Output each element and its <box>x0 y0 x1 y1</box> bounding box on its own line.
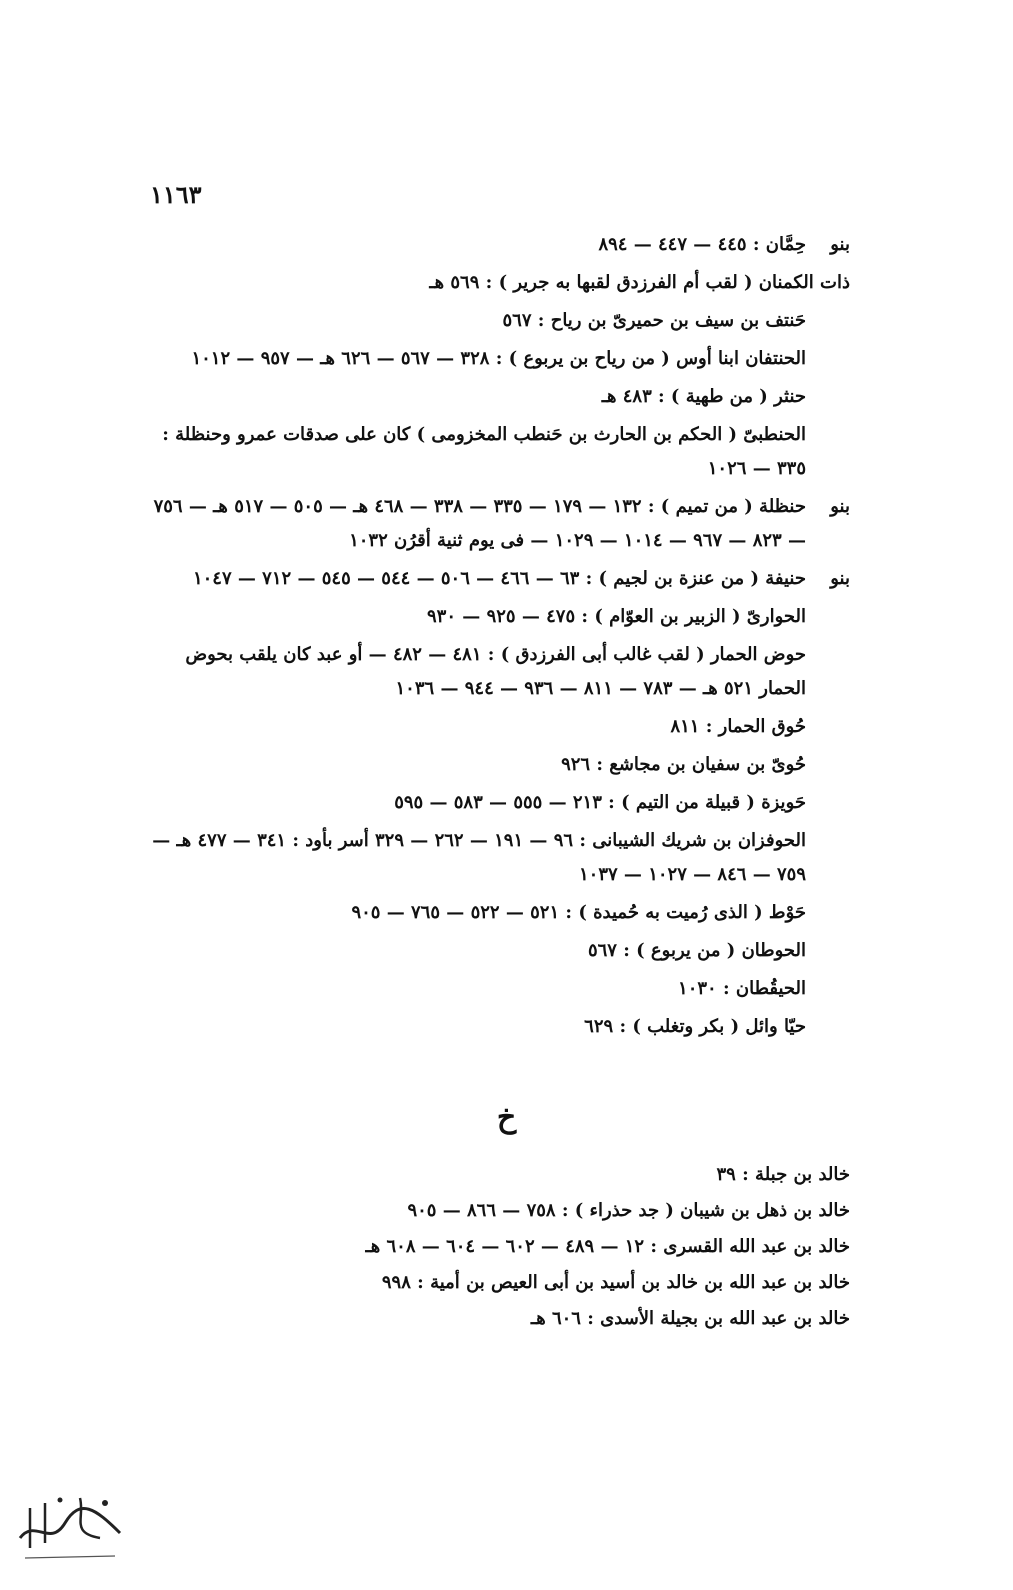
index-entry <box>150 380 850 414</box>
entry-text: حِمَّان : ٤٤٥ — ٤٤٧ — ٨٩٤ <box>598 234 806 255</box>
index-entry <box>150 266 850 300</box>
index-entry <box>150 562 850 596</box>
section-heading: خ <box>496 1100 517 1135</box>
library-seal-logo <box>10 1478 130 1568</box>
index-entry <box>150 824 850 892</box>
entry-prefix: بنو <box>830 234 850 255</box>
index-entry <box>150 1266 850 1300</box>
index-entry <box>150 710 850 744</box>
index-entry <box>150 228 850 262</box>
entry-text: الحنطبىّ ( الحكم بن الحارث بن حَنطب المخزومى ) كان على صدقات عمرو وحنظلة : ٣٣٥ — ١٠٢٦ <box>162 424 806 479</box>
entry-text: حوض الحمار ( لقب غالب أبى الفرزدق ) : ٤٨١ — ٤٨٢ — أو عبد كان يلقب بحوض الحمار ٥٢١ هـ — ٧٨٣ — ٨١١ — ٩٣٦ — ٩٤٤ — ١٠٣٦ <box>185 644 806 699</box>
index-entry <box>150 1230 850 1264</box>
entry-text: حُوىّ بن سفيان بن مجاشع : ٩٢٦ <box>561 754 806 775</box>
index-entry <box>150 934 850 968</box>
index-entries-kha <box>150 1158 850 1338</box>
index-entry <box>150 972 850 1006</box>
index-entry <box>150 1158 850 1192</box>
entry-text: حيّا وائل ( بكر وتغلب ) : ٦٢٩ <box>584 1016 806 1037</box>
entry-text: ذات الكمنان ( لقب أم الفرزدق لقبها به جرير ) : ٥٦٩ هـ <box>429 272 850 293</box>
entry-text: خالد بن عبد الله بن خالد بن أسيد بن أبى العيص بن أمية : ٩٩٨ <box>381 1272 850 1293</box>
entry-text: الحوفزان بن شريك الشيبانى : ٩٦ — ١٩١ — ٢٦٢ — ٣٢٩ أسر بأود : ٣٤١ — ٤٧٧ هـ — ٧٥٩ — ٨٤٦ — ١٠٢٧ — ١٠٣٧ <box>152 830 806 885</box>
entry-text: حَويزة ( قبيلة من التيم ) : ٢١٣ — ٥٥٥ — ٥٨٣ — ٥٩٥ <box>394 792 806 813</box>
index-entries <box>150 228 850 1048</box>
index-entry <box>150 1194 850 1228</box>
entry-text: حنثر ( من طهية ) : ٤٨٣ هـ <box>601 386 806 407</box>
entry-text: خالد بن جبلة : ٣٩ <box>716 1164 850 1185</box>
entry-text: خالد بن ذهل بن شيبان ( جد حذراء ) : ٧٥٨ — ٨٦٦ — ٩٠٥ <box>407 1200 850 1221</box>
entry-text: خالد بن عبد الله القسرى : ١٢ — ٤٨٩ — ٦٠٢ — ٦٠٤ — ٦٠٨ هـ <box>365 1236 850 1257</box>
index-entry <box>150 600 850 634</box>
index-entry <box>150 896 850 930</box>
entry-text: حَوْط ( الذى رُميت به حُميدة ) : ٥٢١ — ٥٢٢ — ٧٦٥ — ٩٠٥ <box>351 902 806 923</box>
index-entry <box>150 1302 850 1336</box>
entry-text: حُوق الحمار : ٨١١ <box>670 716 806 737</box>
page-number: ١١٦٣ <box>150 180 202 209</box>
index-entry <box>150 418 850 486</box>
entry-prefix: بنو <box>830 568 850 589</box>
entry-text: الحوطان ( من يربوع ) : ٥٦٧ <box>587 940 806 961</box>
index-entry <box>150 490 850 558</box>
entry-text: الحنتفان ابنا أوس ( من رياح بن يربوع ) : ٣٢٨ — ٥٦٧ — ٦٢٦ هـ — ٩٥٧ — ١٠١٢ <box>191 348 806 369</box>
entry-text: حنيفة ( من عنزة بن لجيم ) : ٦٣ — ٤٦٦ — ٥٠٦ — ٥٤٤ — ٥٤٥ — ٧١٢ — ١٠٤٧ <box>192 568 806 589</box>
index-entry <box>150 748 850 782</box>
index-entry <box>150 1010 850 1044</box>
entry-text: حَنتف بن سيف بن حميرىّ بن رياح : ٥٦٧ <box>502 310 806 331</box>
entry-text: خالد بن عبد الله بن بجيلة الأسدى : ٦٠٦ هـ <box>530 1308 850 1329</box>
index-entry <box>150 342 850 376</box>
entry-text: حنظلة ( من تميم ) : ١٣٢ — ١٧٩ — ٣٣٥ — ٣٣٨ — ٤٦٨ هـ — ٥٠٥ — ٥١٧ هـ — ٧٥٦ — ٨٢٣ — ٩٦٧ — ١٠١٤ — ١٠٢٩ — فى يوم ثنية أقرُن ١٠٣٢ <box>153 496 806 551</box>
index-entry <box>150 304 850 338</box>
entry-text: الحيقُطان : ١٠٣٠ <box>678 978 806 999</box>
index-entry <box>150 638 850 706</box>
entry-text: الحوارىّ ( الزبير بن العوّام ) : ٤٧٥ — ٩٢٥ — ٩٣٠ <box>427 606 806 627</box>
entry-prefix: بنو <box>830 496 850 517</box>
index-entry <box>150 786 850 820</box>
